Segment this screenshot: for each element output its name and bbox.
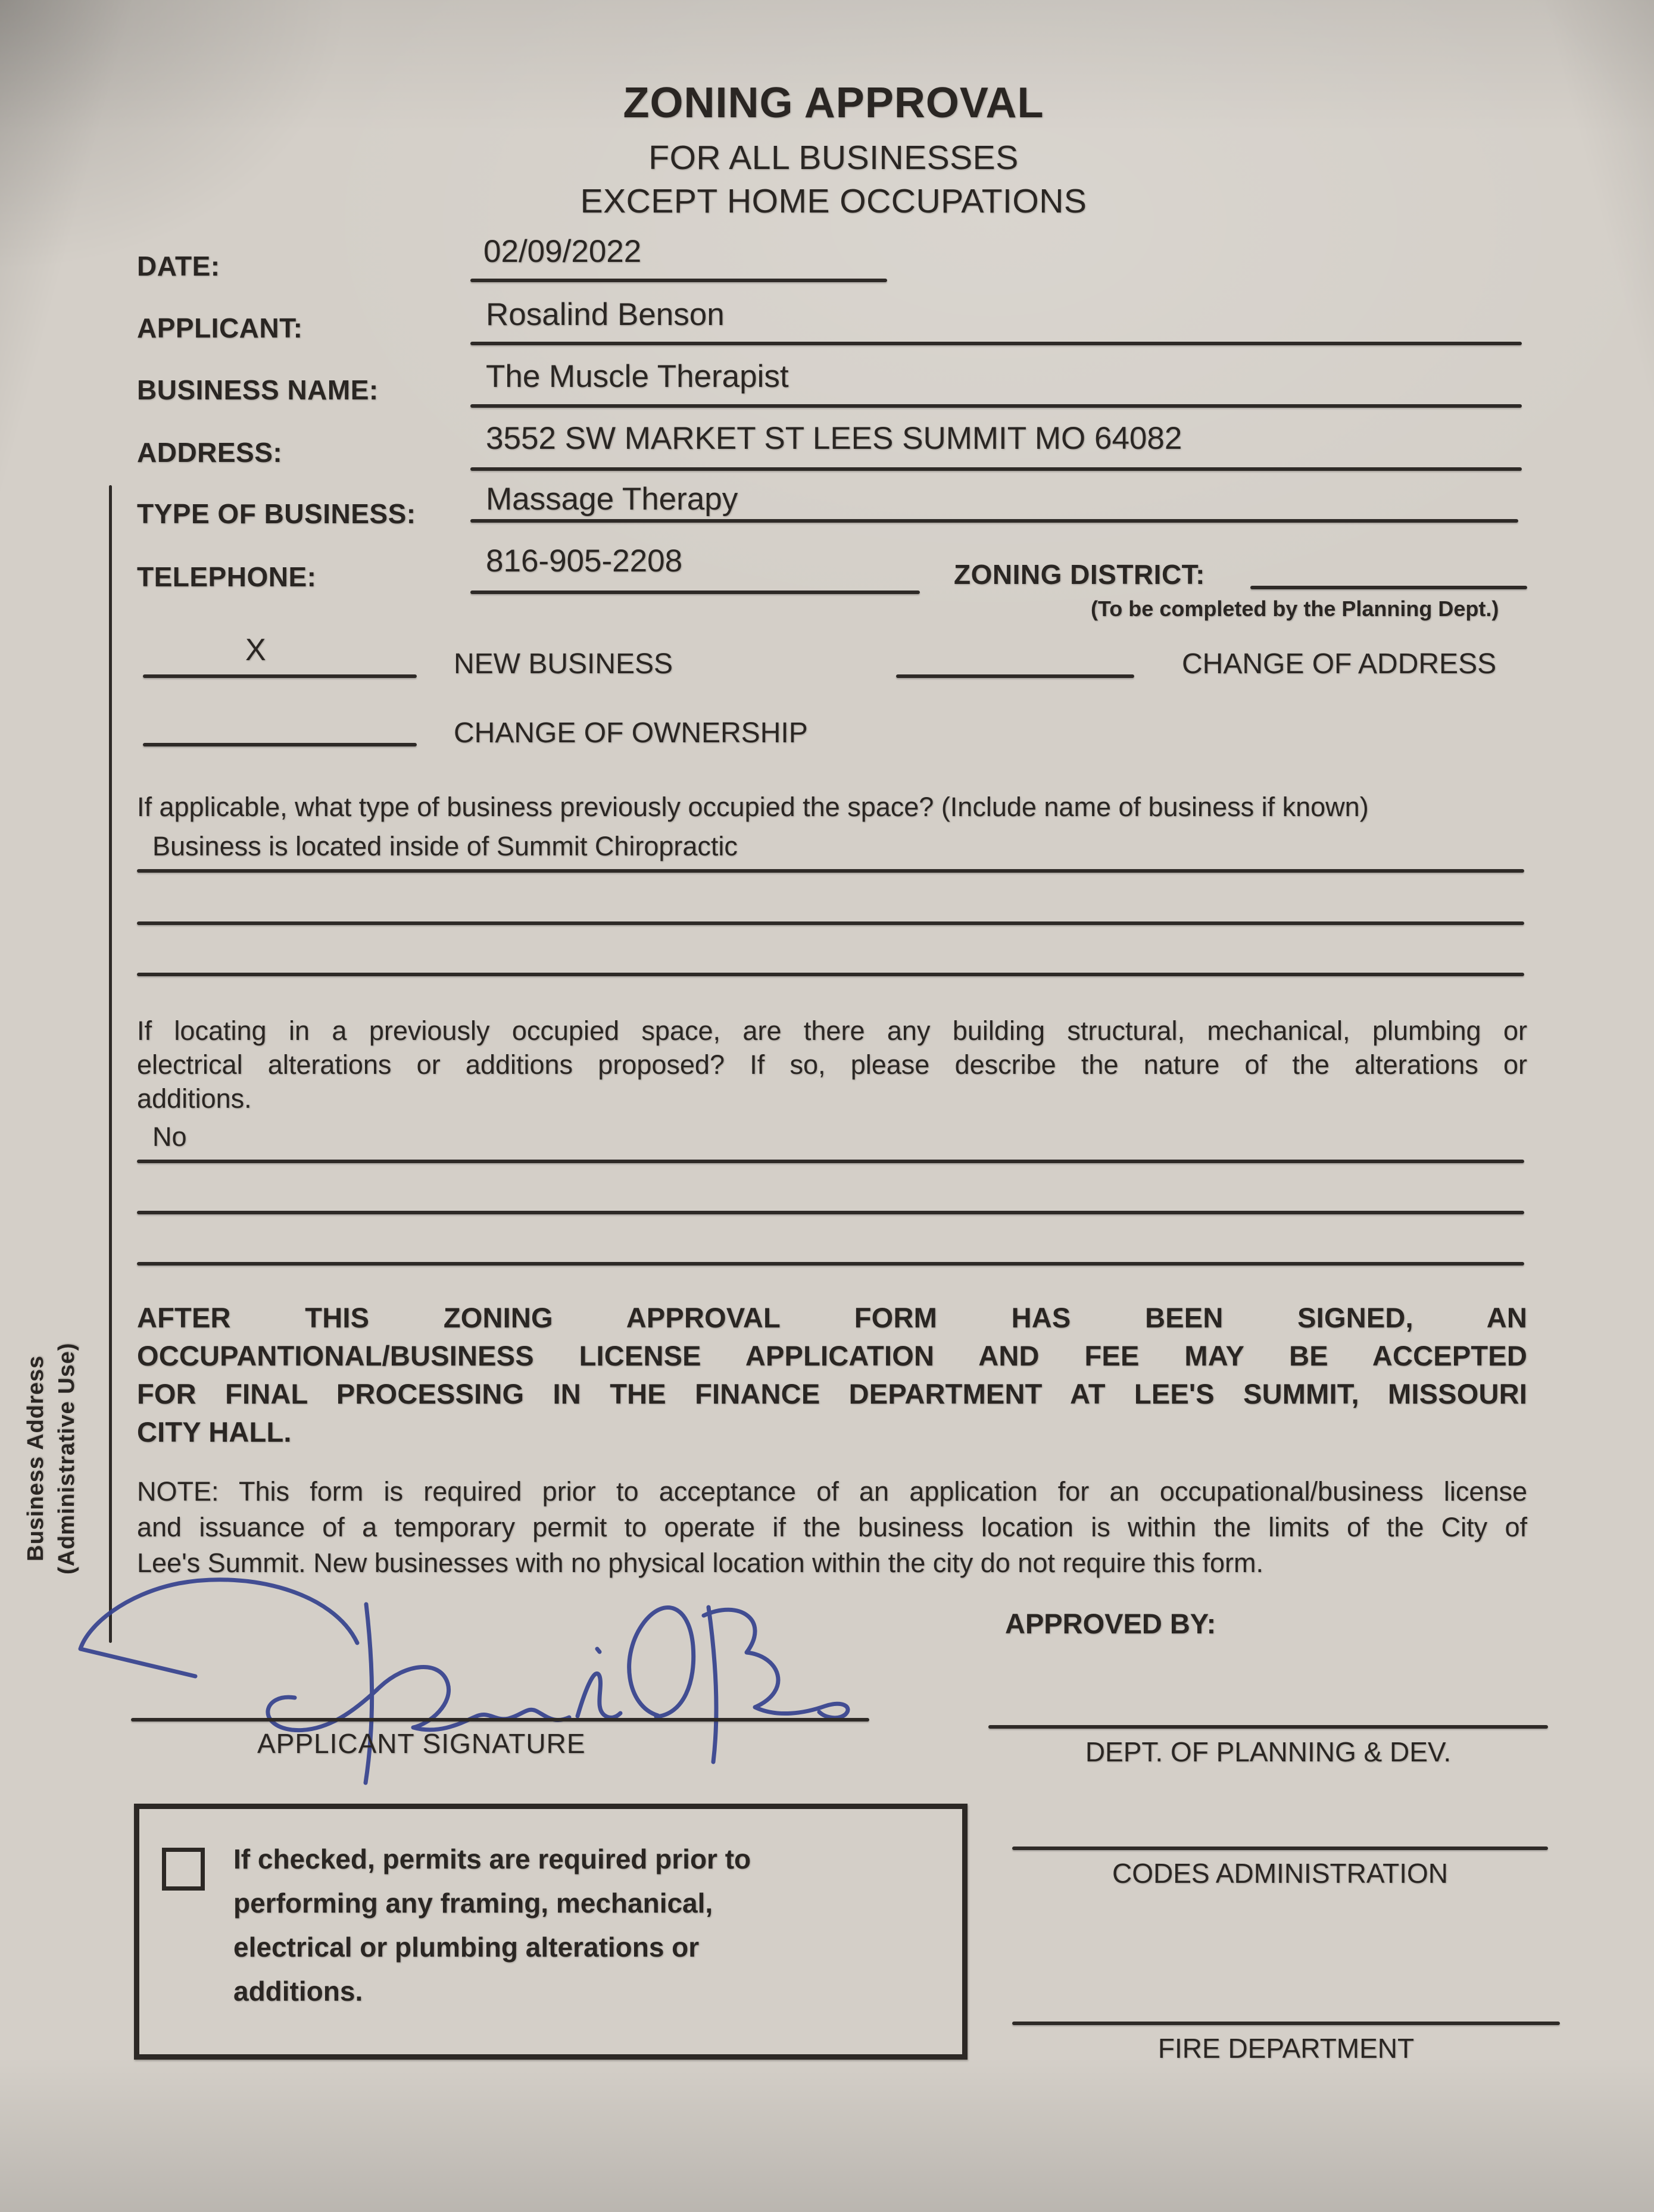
business-type-value: Massage Therapy <box>486 482 738 517</box>
form-subtitle-line2: EXCEPT HOME OCCUPATIONS <box>580 182 1087 220</box>
applicant-signature-line <box>131 1718 869 1722</box>
applicant-underline <box>470 342 1522 345</box>
form-subtitle-line1: FOR ALL BUSINESSES <box>648 139 1019 177</box>
after-signed-line2: OCCUPANTIONAL/BUSINESS LICENSE APPLICATION AND FEE MAY BE ACCEPTED <box>137 1340 1527 1371</box>
address-label: ADDRESS: <box>137 437 283 468</box>
fire-department-label: FIRE DEPARTMENT <box>1157 2033 1415 2064</box>
answer-line <box>137 1211 1524 1214</box>
address-underline <box>470 467 1522 471</box>
business-name-value: The Muscle Therapist <box>486 359 789 394</box>
permit-box-line2: performing any framing, mechanical, <box>233 1888 713 1919</box>
business-name-underline <box>470 404 1522 408</box>
codes-administration-label: CODES ADMINISTRATION <box>1112 1858 1448 1889</box>
business-type-label: TYPE OF BUSINESS: <box>137 498 416 529</box>
answer-line <box>137 1262 1524 1266</box>
address-value: 3552 SW MARKET ST LEES SUMMIT MO 64082 <box>486 421 1182 456</box>
permit-box-line4: additions. <box>233 1976 363 2007</box>
change-of-ownership-blank-line <box>143 743 417 746</box>
telephone-underline <box>470 591 920 594</box>
sidebar-vertical-line1: Business Address <box>23 1355 48 1562</box>
permit-box-line3: electrical or plumbing alterations or <box>233 1932 700 1963</box>
date-underline <box>470 279 887 282</box>
alterations-answer: No <box>152 1121 187 1152</box>
permit-box-line1: If checked, permits are required prior to <box>233 1844 751 1874</box>
telephone-value: 816-905-2208 <box>486 543 683 579</box>
answer-line <box>137 921 1524 925</box>
after-signed-line4: CITY HALL. <box>137 1416 292 1448</box>
planning-signature-line <box>988 1725 1548 1729</box>
sidebar-bracket-line <box>109 485 112 1643</box>
note-line1: NOTE: This form is required prior to acceptance of an application for an occupational/business license <box>137 1476 1527 1507</box>
change-of-address-blank-line <box>896 674 1134 678</box>
codes-signature-line <box>1012 1847 1548 1850</box>
zoning-district-underline <box>1250 586 1527 589</box>
alterations-question-line1: If locating in a previously occupied space, are there any building structural, mechanical, plumbing or <box>137 1016 1527 1046</box>
zoning-district-hint: (To be completed by the Planning Dept.) <box>1091 596 1499 621</box>
answer-line <box>137 1160 1524 1163</box>
zoning-district-label: ZONING DISTRICT: <box>954 559 1205 590</box>
approved-by-label: APPROVED BY: <box>1005 1608 1216 1639</box>
applicant-value: Rosalind Benson <box>486 297 725 332</box>
date-label: DATE: <box>137 251 220 282</box>
fire-signature-line <box>1012 2022 1560 2025</box>
note-line3: Lee's Summit. New businesses with no physical location within the city do not require this form. <box>137 1548 1263 1578</box>
after-signed-line1: AFTER THIS ZONING APPROVAL FORM HAS BEEN SIGNED, AN <box>137 1302 1527 1333</box>
change-of-address-label: CHANGE OF ADDRESS <box>1182 648 1497 680</box>
applicant-signature-ink <box>54 1566 887 1822</box>
answer-line <box>137 973 1524 976</box>
applicant-signature-label: APPLICANT SIGNATURE <box>257 1728 586 1759</box>
applicant-label: APPLICANT: <box>137 313 303 343</box>
new-business-mark: X <box>245 633 266 667</box>
new-business-blank-line <box>143 674 417 678</box>
after-signed-line3: FOR FINAL PROCESSING IN THE FINANCE DEPARTMENT AT LEE'S SUMMIT, MISSOURI <box>137 1378 1527 1410</box>
alterations-question-line3: additions. <box>137 1083 252 1114</box>
date-value: 02/09/2022 <box>483 234 642 269</box>
business-type-underline <box>470 519 1518 523</box>
planning-dept-label: DEPT. OF PLANNING & DEV. <box>1085 1736 1452 1767</box>
permits-required-checkbox <box>162 1848 205 1891</box>
change-of-ownership-label: CHANGE OF OWNERSHIP <box>454 717 808 749</box>
note-line2: and issuance of a temporary permit to operate if the business location is within the limits of the City of <box>137 1512 1527 1542</box>
alterations-question-line2: electrical alterations or additions proposed? If so, please describe the nature of the alterations or <box>137 1049 1527 1080</box>
answer-line <box>137 869 1524 873</box>
previous-business-answer: Business is located inside of Summit Chiropractic <box>152 831 738 861</box>
previous-business-question: If applicable, what type of business previously occupied the space? (Include name of business if known) <box>137 792 1369 822</box>
sidebar-vertical-line2: (Administrative Use) <box>54 1342 79 1574</box>
telephone-label: TELEPHONE: <box>137 561 317 592</box>
new-business-label: NEW BUSINESS <box>454 648 673 680</box>
business-name-label: BUSINESS NAME: <box>137 374 379 405</box>
form-title: ZONING APPROVAL <box>623 79 1044 127</box>
